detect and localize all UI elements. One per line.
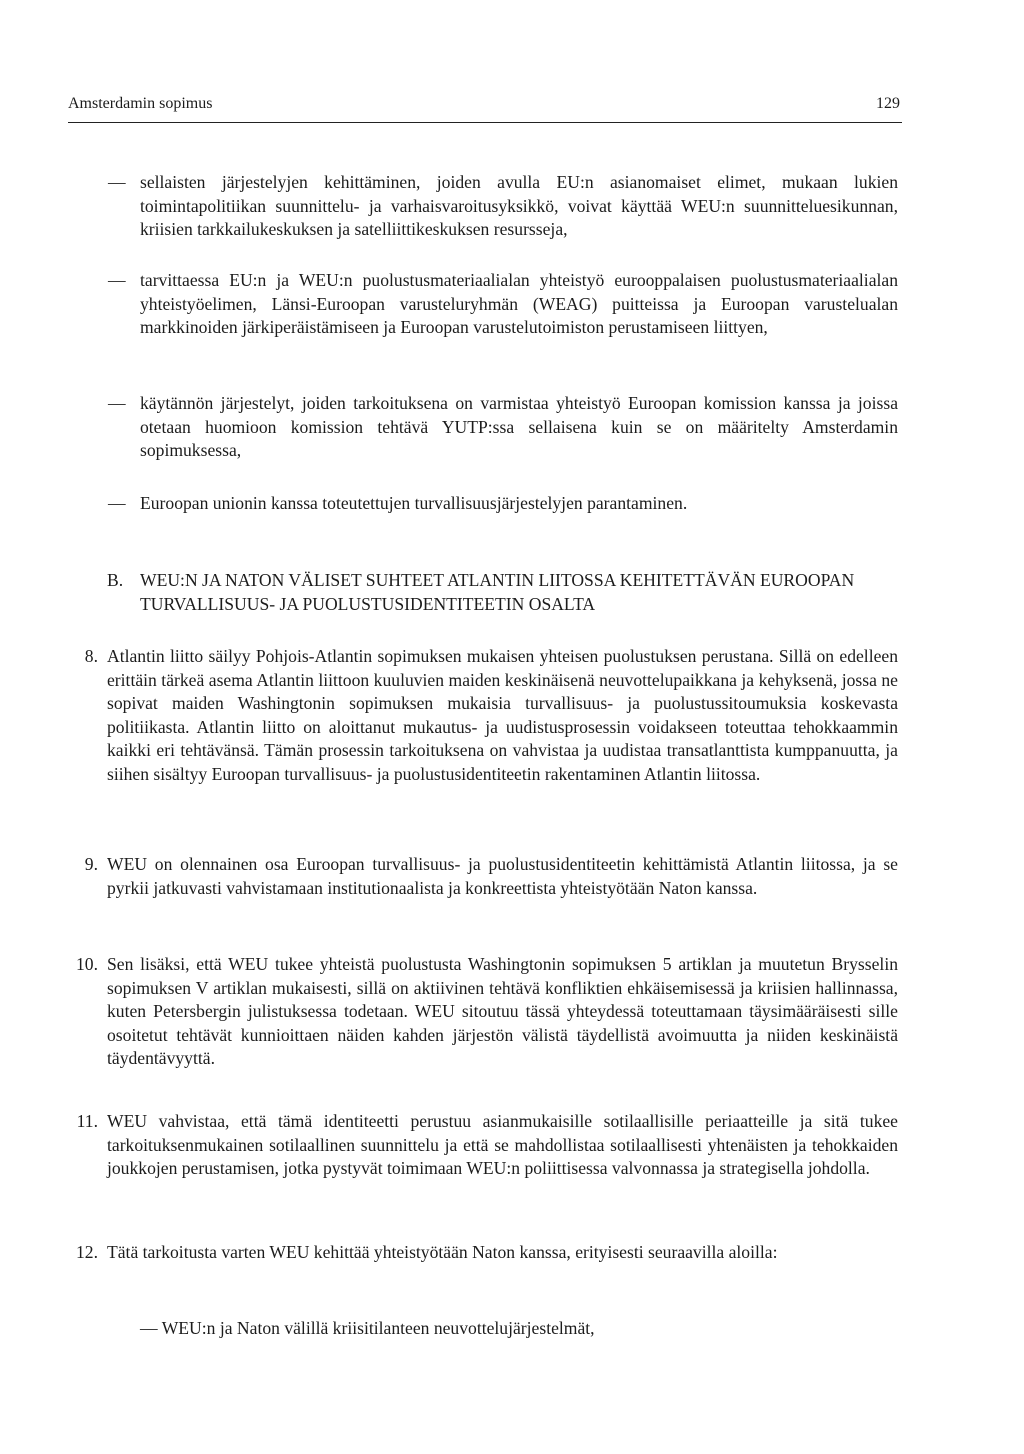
- paragraph: WEU vahvistaa, että tämä identiteetti perustuu asianmukaisille sotilaallisille periaatteille ja sitä tukee tarkoituksenmukainen sotilaallinen suunnittelu ja että se mahdollistaa sotilaallisesti yhtenäisten ja tehokkaiden joukkojen perustamisen, jotka pystyvät toimimaan WEU:n poliittisessa valvonnassa ja strategisella johdolla.: [107, 1111, 898, 1178]
- page-number: 129: [876, 95, 900, 112]
- paragraph-number: 12.: [76, 1242, 98, 1262]
- dash-bullet: —: [108, 172, 126, 192]
- list-item: Euroopan unionin kanssa toteutettujen turvallisuusjärjestelyjen parantaminen.: [140, 493, 688, 513]
- paragraph-number: 10.: [76, 954, 98, 974]
- list-item: tarvittaessa EU:n ja WEU:n puolustusmateriaalialan yhteistyö eurooppalaisen puolustusmateriaalialan yhteistyöelimen, Länsi-Euroopan varusteluryhmän (WEAG) puitteissa ja Euroopan varustelualan markkinoiden järkiperäistämiseen ja Euroopan varustelutoimiston perustamiseen liittyen,: [140, 270, 898, 337]
- dash-bullet: —: [108, 270, 126, 290]
- list-item: käytännön järjestelyt, joiden tarkoituksena on varmistaa yhteistyö Euroopan komission kanssa ja joissa otetaan huomioon komission tehtävä YUTP:ssa sellaisena kuin se on määritelty Amsterdamin sopimuksessa,: [140, 393, 898, 460]
- list-item-text: WEU:n ja Naton välillä kriisitilanteen neuvottelujärjestelmät,: [161, 1318, 595, 1338]
- dash-bullet: —: [108, 393, 126, 413]
- paragraph: Tätä tarkoitusta varten WEU kehittää yhteistyötään Naton kanssa, erityisesti seuraavilla aloilla:: [107, 1242, 778, 1262]
- list-item: [108, 1317, 898, 1341]
- section-heading: WEU:N JA NATON VÄLISET SUHTEET ATLANTIN LIITOSSA KEHITETTÄVÄN EUROOPAN TURVALLISUUS- JA PUOLUSTUSIDENTITEETIN OSALTA: [140, 570, 855, 614]
- paragraph: Atlantin liitto säilyy Pohjois-Atlantin sopimuksen mukaisen yhteisen puolustuksen perustana. Sillä on edelleen erittäin tärkeä asema Atlantin liittoon kuuluvien maiden keskinäisenä neuvottelupaikkana ja kehyksenä, jossa ne sopivat maiden Washingtonin sopimuksen mukaisia turvallisuus- ja puolustussitoumuksia koskevasta politiikasta. Atlantin liitto on aloittanut mukautus- ja uudistusprosessin voidakseen toteuttaa tehokkaammin kaikki eri tehtävänsä. Tämän prosessin tarkoituksena on vahvistaa ja uudistaa transatlanttista kumppanuutta, ja siihen sisältyy Euroopan turvallisuus- ja puolustusidentiteetin rakentaminen Atlantin liitossa.: [107, 646, 898, 784]
- paragraph: Sen lisäksi, että WEU tukee yhteistä puolustusta Washingtonin sopimuksen 5 artiklan ja muutetun Brysselin sopimuksen V artiklan mukaisesti, sillä on aktiivinen tehtävä konfliktien ehkäisemisessä ja kriisien hallinnassa, kuten Petersbergin julistuksessa todetaan. WEU sitoutuu tässä yhteydessä toteuttamaan täysimääräisesti sille osoitetut tehtävät kunnioittaen näiden kahden järjestön välistä täydellistä avoimuutta ja niiden keskinäistä täydentävyyttä.: [107, 954, 898, 1068]
- list-item: sellaisten järjestelyjen kehittäminen, joiden avulla EU:n asianomaiset elimet, mukaan lukien toimintapolitiikan suunnittelu- ja varhaisvaroitusyksikkö, voivat käyttää WEU:n suunnitteluesikunnan, kriisien tarkkailukeskuksen ja satelliittikeskuksen resursseja,: [140, 172, 898, 239]
- paragraph-number: 9.: [84, 854, 98, 874]
- paragraph: WEU on olennainen osa Euroopan turvallisuus- ja puolustusidentiteetin kehittämistä Atlantin liitossa, ja se pyrkii jatkuvasti vahvistamaan institutionaalista ja konkreettista yhteistyötään Naton kanssa.: [107, 854, 898, 898]
- document-title: Amsterdamin sopimus: [68, 95, 213, 112]
- dash-bullet: —: [140, 1318, 158, 1338]
- section-letter: B.: [107, 570, 124, 590]
- dash-bullet: —: [108, 493, 126, 513]
- page-header: [68, 92, 902, 123]
- paragraph-number: 8.: [84, 646, 98, 666]
- paragraph-number: 11.: [76, 1111, 98, 1131]
